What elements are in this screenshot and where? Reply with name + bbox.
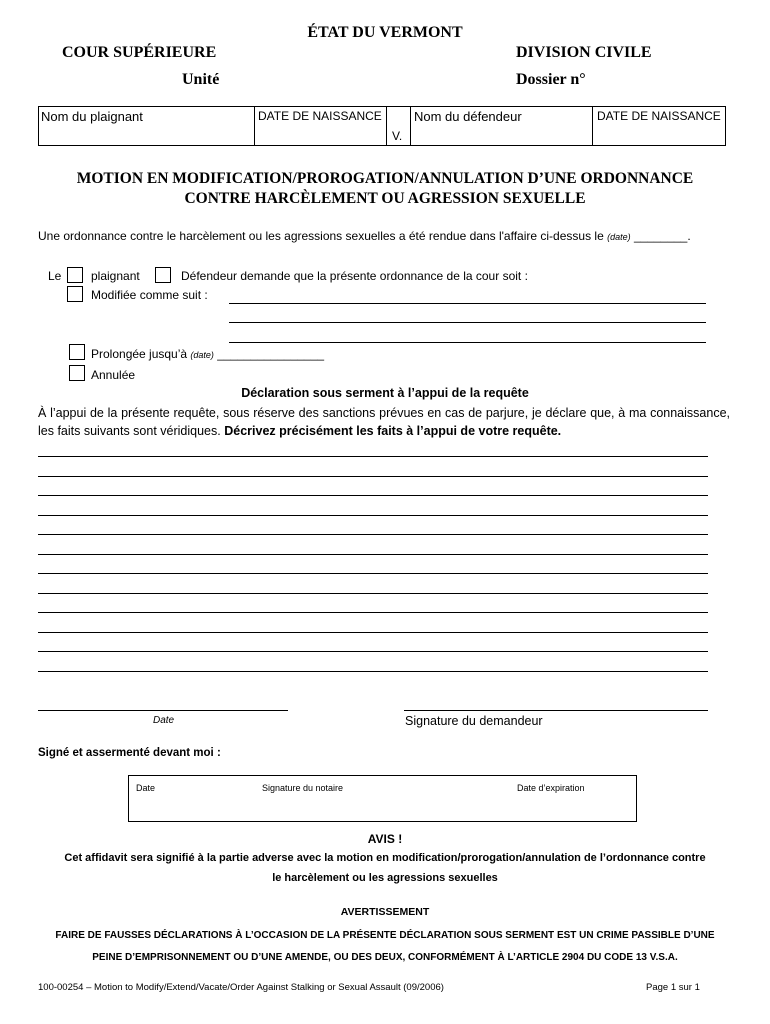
facts-line[interactable]	[38, 632, 708, 633]
page-number: Page 1 sur 1	[646, 982, 700, 993]
le-label: Le	[48, 269, 62, 283]
warning-line1: FAIRE DE FAUSSES DÉCLARATIONS À L’OCCASION DE LA PRÉSENTE DÉCLARATION SOUS SERMENT EST UN CRIME PASSIBLE D’UNE	[55, 930, 715, 941]
defendant-dob-field[interactable]: DATE DE NAISSANCE	[597, 109, 721, 123]
vacated-checkbox[interactable]	[69, 365, 85, 381]
court-name: COUR SUPÉRIEURE	[62, 44, 217, 61]
extended-row	[91, 347, 324, 361]
notice-line2: le harcèlement ou les agressions sexuelles	[272, 872, 498, 884]
extended-date-field[interactable]: ________________	[217, 347, 325, 361]
declaration-instruction: Décrivez précisément les faits à l’appui de votre requête.	[224, 424, 562, 438]
applicant-signature-line[interactable]	[404, 710, 708, 711]
intro-date-field[interactable]: ________.	[633, 229, 691, 243]
plaintiff-checkbox[interactable]	[67, 267, 83, 283]
facts-line[interactable]	[38, 612, 708, 613]
docket-label: Dossier n°	[516, 71, 586, 88]
sworn-label: Signé et assermenté devant moi :	[38, 747, 221, 759]
modified-line-2[interactable]	[229, 322, 706, 323]
extended-date-hint: (date)	[190, 350, 214, 360]
facts-line[interactable]	[38, 554, 708, 555]
intro-date-hint: (date)	[607, 232, 631, 242]
facts-line[interactable]	[38, 671, 708, 672]
warning-line2: PEINE D’EMPRISONNEMENT OU D’UNE AMENDE, OU DES DEUX, CONFORMÉMENT À L’ARTICLE 2904 DU CODE 13 V.S.A.	[92, 952, 678, 963]
state-title: ÉTAT DU VERMONT	[307, 24, 463, 41]
date-label: Date	[153, 715, 175, 726]
notice-title: AVIS !	[367, 832, 403, 846]
modified-checkbox[interactable]	[67, 286, 83, 302]
form-title-line1: MOTION EN MODIFICATION/PROROGATION/ANNULATION D’UNE ORDONNANCE	[76, 170, 694, 187]
facts-line[interactable]	[38, 534, 708, 535]
defendant-checkbox[interactable]	[155, 267, 171, 283]
plaintiff-label: plaignant	[91, 269, 140, 283]
modified-line-1[interactable]	[229, 303, 706, 304]
facts-line[interactable]	[38, 515, 708, 516]
defendant-request-text: Défendeur demande que la présente ordonnance de la cour soit :	[181, 269, 528, 283]
declaration-heading: Déclaration sous serment à l’appui de la requête	[241, 386, 529, 400]
extended-checkbox[interactable]	[69, 344, 85, 360]
plaintiff-name-field[interactable]: Nom du plaignant	[41, 109, 143, 124]
defendant-name-field[interactable]: Nom du défendeur	[414, 109, 522, 124]
facts-line[interactable]	[38, 651, 708, 652]
notary-signature-label: Signature du notaire	[262, 783, 344, 793]
intro-text: Une ordonnance contre le harcèlement ou les agressions sexuelles a été rendue dans l'affaire ci-dessus le	[38, 229, 604, 243]
unit-label: Unité	[182, 71, 220, 88]
expiration-label: Date d’expiration	[517, 783, 585, 793]
modified-label: Modifiée comme suit :	[91, 288, 208, 302]
form-id: 100-00254 – Motion to Modify/Extend/Vacate/Order Against Stalking or Sexual Assault (09/2006)	[38, 982, 444, 993]
division-name: DIVISION CIVILE	[516, 44, 652, 61]
declaration-paragraph	[38, 404, 730, 440]
facts-line[interactable]	[38, 495, 708, 496]
applicant-signature-label: Signature du demandeur	[405, 714, 543, 728]
date-signature-line[interactable]	[38, 710, 288, 711]
notary-date-label: Date	[136, 783, 156, 793]
extended-label: Prolongée jusqu’à	[91, 347, 188, 361]
facts-line[interactable]	[38, 573, 708, 574]
declaration-body: À l’appui de la présente requête, sous réserve des sanctions prévues en cas de parjure, je déclare que, à ma connaissance, les faits suivants sont véridiques.	[38, 406, 730, 438]
intro-paragraph	[38, 229, 691, 243]
facts-line[interactable]	[38, 456, 708, 457]
facts-line[interactable]	[38, 476, 708, 477]
form-title-line2: CONTRE HARCÈLEMENT OU AGRESSION SEXUELLE	[184, 190, 586, 207]
modified-line-3[interactable]	[229, 342, 706, 343]
facts-line[interactable]	[38, 593, 708, 594]
plaintiff-dob-field[interactable]: DATE DE NAISSANCE	[258, 109, 382, 123]
vacated-label: Annulée	[91, 368, 136, 382]
versus-label: V.	[392, 129, 403, 143]
notice-line1: Cet affidavit sera signifié à la partie adverse avec la motion en modification/prorogation/annulation de l’ordonnance contre	[64, 852, 706, 864]
warning-title: AVERTISSEMENT	[340, 906, 430, 918]
